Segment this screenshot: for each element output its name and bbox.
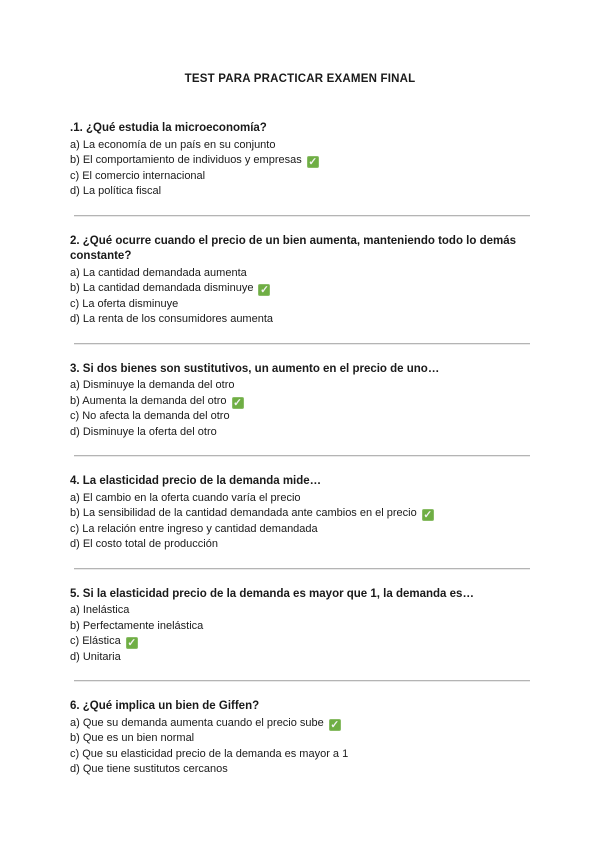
answer-option-text: b) Perfectamente inelástica [70,619,204,632]
correct-answer-check-icon [329,719,341,731]
answer-option-text: c) Que su elasticidad precio de la demanda es mayor a 1 [70,747,349,760]
answer-option [70,747,530,763]
answer-option-text: b) La cantidad demandada disminuye [70,282,254,294]
answer-option [70,506,530,522]
question-block [70,362,530,458]
answer-option-text: d) Unitaria [70,650,121,663]
check-glyph: ✓ [330,718,340,731]
answer-option-text: d) Disminuye la oferta del otro [70,425,217,438]
answer-option [70,266,530,282]
check-glyph: ✓ [308,156,318,168]
question-block [70,234,530,345]
answer-option [70,138,530,154]
answer-option-text: a) El cambio en la oferta cuando varía el precio [70,491,301,504]
answer-option [70,169,530,185]
question-heading: 4. La elasticidad precio de la demanda mide… [70,475,322,487]
question-separator [74,568,530,570]
answer-option-text: d) El costo total de producción [70,538,218,550]
answer-option [70,394,530,410]
answer-option [70,762,530,778]
answer-option [70,312,530,328]
answer-option-text: c) No afecta la demanda del otro [70,410,230,422]
answer-option-text: c) La relación entre ingreso y cantidad demandada [70,522,318,535]
answer-option [70,409,530,425]
answer-option-text: c) Elástica [70,635,121,647]
answer-option [70,184,530,200]
page-title: TEST PARA PRACTICAR EXAMEN FINAL [184,73,416,85]
answer-option-text: c) La oferta disminuye [70,297,179,310]
answer-option-text: b) Aumenta la demanda del otro [70,394,227,407]
question-separator [74,343,530,345]
correct-answer-check-icon [258,284,270,296]
answer-option-text: d) Que tiene sustitutos cercanos [70,763,228,775]
correct-answer-check-icon [422,509,434,521]
answer-option-text: d) La política fiscal [70,185,162,197]
answer-option [70,522,530,538]
answer-option-text: c) El comercio internacional [70,169,206,182]
question-block [70,474,530,570]
question-block [70,121,530,217]
answer-option-text: b) Que es un bien normal [70,732,195,744]
correct-answer-check-icon [232,397,244,409]
correct-answer-check-icon [307,156,319,168]
check-glyph: ✓ [260,284,269,296]
check-glyph: ✓ [127,637,137,649]
answer-option [70,297,530,313]
question-heading: 3. Si dos bienes son sustitutivos, un aumento en el precio de uno… [70,362,440,375]
answer-option-text: d) La renta de los consumidores aumenta [70,313,274,325]
answer-option-text: a) La economía de un país en su conjunto [70,138,276,151]
correct-answer-check-icon [126,637,138,649]
answer-option [70,603,530,619]
answer-option-text: a) La cantidad demandada aumenta [70,266,247,279]
answer-option [70,731,530,747]
check-glyph: ✓ [233,396,242,409]
question-block [70,699,530,778]
answer-option [70,153,530,169]
answer-option [70,537,530,553]
answer-option-text: a) Que su demanda aumenta cuando el precio sube [70,716,324,729]
check-glyph: ✓ [423,509,433,521]
answer-option-text: a) Inelástica [70,604,130,616]
answer-option [70,378,530,394]
answer-option [70,491,530,507]
answer-option-text: a) Disminuye la demanda del otro [70,379,235,391]
question-separator [74,680,530,682]
question-heading: 5. Si la elasticidad precio de la demanda es mayor que 1, la demanda es… [70,587,474,600]
answer-option [70,281,530,297]
answer-option [70,425,530,441]
question-heading: 6. ¿Qué implica un bien de Giffen? [70,700,260,712]
question-heading: 2. ¿Qué ocurre cuando el precio de un bien aumenta, manteniendo todo lo demás constante? [70,234,517,262]
answer-option-text: b) La sensibilidad de la cantidad demandada ante cambios en el precio [70,507,417,519]
question-heading: .1. ¿Qué estudia la microeconomía? [70,122,267,134]
question-separator [74,215,530,217]
answer-option [70,634,530,650]
question-separator [74,455,530,457]
question-block [70,587,530,683]
answer-option-text: b) El comportamiento de individuos y empresas [70,154,302,166]
answer-option [70,716,530,732]
answer-option [70,650,530,666]
answer-option [70,619,530,635]
